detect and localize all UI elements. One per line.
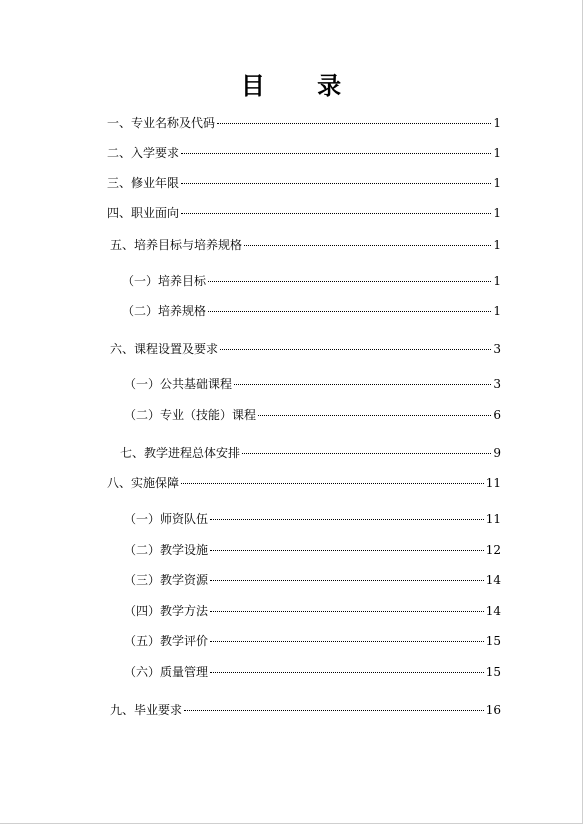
- toc-entry-label: 三、修业年限: [107, 176, 180, 190]
- toc-entry-label: 九、毕业要求: [110, 703, 183, 717]
- toc-entry[interactable]: [124, 543, 501, 557]
- toc-title: 目 录: [240, 71, 364, 100]
- toc-entry-label: （一）培养目标: [122, 274, 207, 288]
- toc-entry-page-number: 14: [485, 604, 501, 618]
- toc-entry-label: （六）质量管理: [124, 665, 209, 679]
- toc-entry-page-number: 6: [493, 408, 501, 422]
- toc-entry-label: （四）教学方法: [124, 604, 209, 618]
- dot-leader: [184, 710, 484, 711]
- toc-entry[interactable]: [120, 446, 501, 460]
- toc-entry[interactable]: [110, 238, 501, 252]
- dot-leader: [208, 281, 491, 282]
- dot-leader: [217, 123, 491, 124]
- toc-entry-label: 四、职业面向: [107, 206, 180, 220]
- toc-entry-label: 七、教学进程总体安排: [120, 446, 241, 460]
- toc-entry-label: 六、课程设置及要求: [110, 342, 219, 356]
- dot-leader: [210, 580, 484, 581]
- dot-leader: [210, 641, 484, 642]
- dot-leader: [244, 245, 491, 246]
- toc-entry[interactable]: [124, 634, 501, 648]
- toc-entry[interactable]: [124, 377, 501, 391]
- dot-leader: [220, 349, 491, 350]
- toc-entry[interactable]: [122, 304, 501, 318]
- toc-entry-label: （二）培养规格: [122, 304, 207, 318]
- toc-entry-page-number: 1: [493, 304, 501, 318]
- toc-entry[interactable]: [107, 146, 501, 160]
- toc-entry[interactable]: [124, 665, 501, 679]
- toc-entry-label: 五、培养目标与培养规格: [110, 238, 243, 252]
- toc-entry[interactable]: [110, 342, 501, 356]
- toc-entry[interactable]: [124, 408, 501, 422]
- dot-leader: [210, 611, 484, 612]
- toc-entry-page-number: 15: [485, 634, 501, 648]
- dot-leader: [234, 384, 491, 385]
- toc-entry-label: （一）公共基础课程: [124, 377, 233, 391]
- toc-entry-label: 一、专业名称及代码: [107, 116, 216, 130]
- toc-entry[interactable]: [124, 604, 501, 618]
- toc-entry[interactable]: [124, 573, 501, 587]
- toc-entry-page-number: 14: [485, 573, 501, 587]
- toc-entry-label: （二）教学设施: [124, 543, 209, 557]
- toc-entry[interactable]: [107, 176, 501, 190]
- dot-leader: [242, 453, 491, 454]
- toc-entry[interactable]: [107, 206, 501, 220]
- toc-entry-page-number: 1: [493, 206, 501, 220]
- toc-entry-label: （三）教学资源: [124, 573, 209, 587]
- toc-entry[interactable]: [122, 274, 501, 288]
- toc-entry-label: （一）师资队伍: [124, 512, 209, 526]
- toc-entry-page-number: 1: [493, 116, 501, 130]
- dot-leader: [210, 550, 484, 551]
- dot-leader: [181, 153, 491, 154]
- toc-entry-page-number: 1: [493, 238, 501, 252]
- toc-entry-page-number: 12: [485, 543, 501, 557]
- toc-entry-page-number: 1: [493, 274, 501, 288]
- toc-entry-page-number: 1: [493, 176, 501, 190]
- dot-leader: [208, 311, 491, 312]
- toc-entry-label: 二、入学要求: [107, 146, 180, 160]
- toc-entry[interactable]: [107, 476, 501, 490]
- toc-entry[interactable]: [107, 116, 501, 130]
- toc-entry-page-number: 1: [493, 146, 501, 160]
- toc-entry-page-number: 9: [493, 446, 501, 460]
- dot-leader: [258, 415, 491, 416]
- toc-entry-label: 八、实施保障: [107, 476, 180, 490]
- toc-entry-label: （二）专业（技能）课程: [124, 408, 257, 422]
- toc-entry-page-number: 16: [485, 703, 501, 717]
- toc-entry-label: （五）教学评价: [124, 634, 209, 648]
- dot-leader: [210, 672, 484, 673]
- toc-entry-page-number: 3: [493, 342, 501, 356]
- toc-entry[interactable]: [110, 703, 501, 717]
- dot-leader: [181, 483, 484, 484]
- toc-entry-page-number: 11: [485, 476, 501, 490]
- toc-entry[interactable]: [124, 512, 501, 526]
- toc-entry-page-number: 15: [485, 665, 501, 679]
- dot-leader: [181, 213, 491, 214]
- toc-entry-page-number: 11: [485, 512, 501, 526]
- toc-entry-page-number: 3: [493, 377, 501, 391]
- dot-leader: [181, 183, 491, 184]
- dot-leader: [210, 519, 484, 520]
